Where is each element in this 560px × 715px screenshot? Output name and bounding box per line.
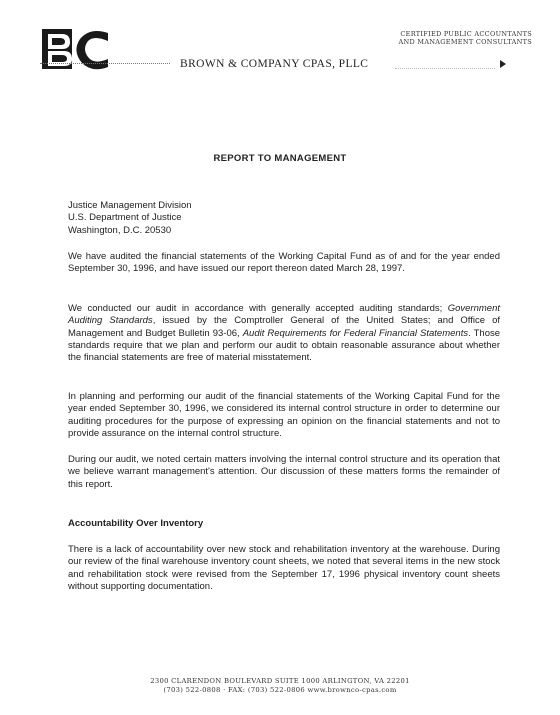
letterhead-divider xyxy=(40,63,170,64)
addressee-line-1: Justice Management Division xyxy=(68,200,192,211)
firm-tagline xyxy=(399,30,532,46)
paragraph-matters-noted: During our audit, we noted certain matters involving the internal control structure and its operation that we believe warrant management's attention. Our discussion of these matters forms the remainder of this report. xyxy=(68,454,500,490)
tagline-line-1: CERTIFIED PUBLIC ACCOUNTANTS xyxy=(400,30,532,38)
p2-gas-title: Government Auditing Standards xyxy=(68,303,500,327)
addressee-block xyxy=(68,200,192,237)
addressee-line-2: U.S. Department of Justice xyxy=(68,212,182,224)
firm-name: BROWN & COMPANY CPAS, PLLC xyxy=(180,58,369,70)
addressee-line-3: Washington, D.C. 20530 xyxy=(68,224,172,236)
paragraph-inventory-finding: There is a lack of accountability over new stock and rehabilitation inventory at the warehouse. During our review of the final warehouse inventory count sheets, we noted that several items in the new stock and rehabilitation stock were revised from the September 17, 1996 physical inventory count sheets without supporting documentation. xyxy=(68,544,500,592)
letterhead-footer xyxy=(0,677,560,695)
footer-address: 2300 CLARENDON BOULEVARD SUITE 1000 ARLINGTON, VA 22201 xyxy=(150,677,410,685)
firm-logo-icon xyxy=(40,25,112,75)
p2-text-e: . Those standards require that we plan and perform our audit to obtain reasonable assurance about whether the financial statements are free of material misstatement. xyxy=(68,327,501,364)
p2-bulletin-title: Audit Requirements for Federal Financial Statements xyxy=(242,327,469,339)
p2-text-a: We conducted our audit in accordance with generally accepted auditing standards; xyxy=(68,303,448,314)
p2-text-c: , issued by the Comptroller General of the United States; and Office of Management and Budget Bulletin 93-06, xyxy=(68,315,501,339)
arrow-right-icon xyxy=(500,60,506,68)
tagline-line-2: AND MANAGEMENT CONSULTANTS xyxy=(398,38,532,46)
section-heading-inventory: Accountability Over Inventory xyxy=(68,518,204,529)
footer-contact: (703) 522-0808 · FAX: (703) 522-0806 www.brownco-cpas.com xyxy=(163,686,397,694)
paragraph-standards xyxy=(68,303,500,364)
paragraph-audit-scope: We have audited the financial statements of the Working Capital Fund as of and for the year ended September 30, 1996, and have issued our report thereon dated March 28, 1997. xyxy=(68,251,500,275)
report-title: REPORT TO MANAGEMENT xyxy=(213,153,347,164)
paragraph-internal-control: In planning and performing our audit of the financial statements of the Working Capital Fund for the year ended September 30, 1996, we considered its internal control structure in order to determine our auditing procedures for the purpose of expressing an opinion on the financial statements and not to provide assurance on the internal control structure. xyxy=(68,391,500,439)
letterhead-divider-right xyxy=(395,68,495,69)
